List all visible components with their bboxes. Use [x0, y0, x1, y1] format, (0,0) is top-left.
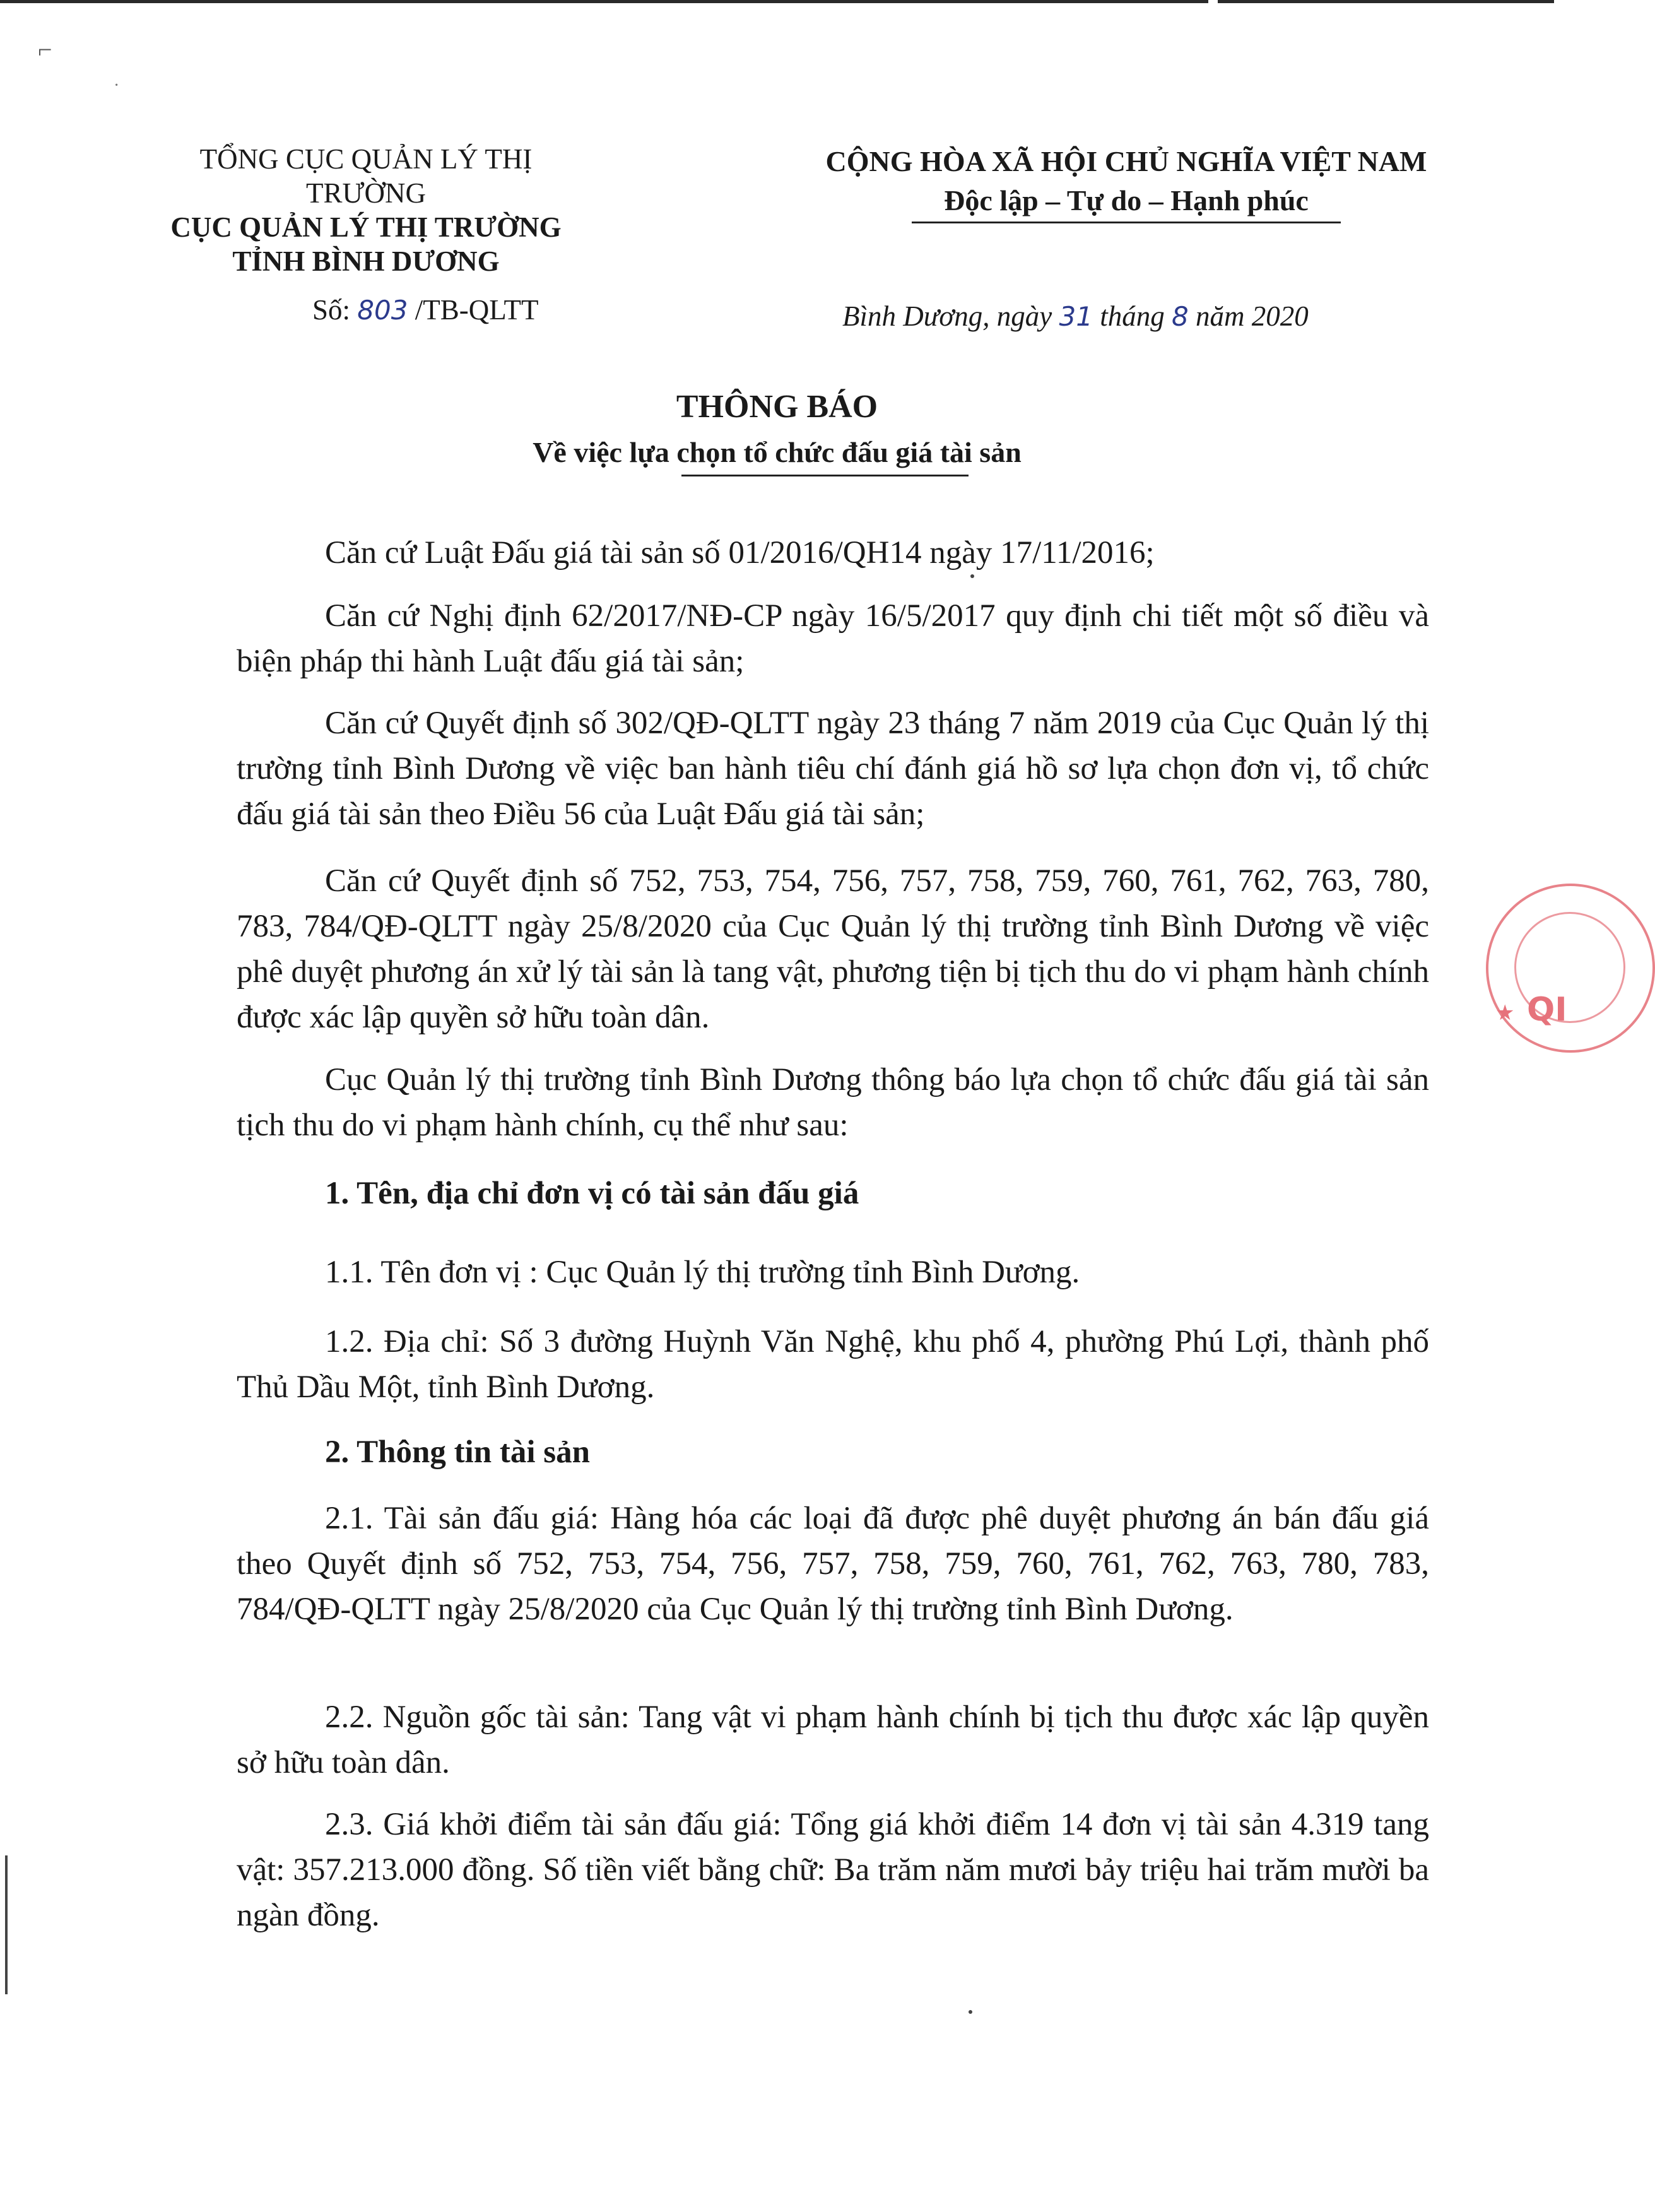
- agency-name-line2: TỈNH BÌNH DƯƠNG: [232, 245, 500, 277]
- date-month: 8: [1172, 301, 1189, 332]
- section-heading-1: 1. Tên, địa chỉ đơn vị có tài sản đấu giá: [325, 1176, 859, 1211]
- document-number: [312, 293, 539, 326]
- paragraph-asset-auction: 2.1. Tài sản đấu giá: Hàng hóa các loại đã được phê duyệt phương án bán đấu giá theo Quyết định số 752, 753, 754, 756, 757, 758, 759, 760, 761, 762, 763, 780, 783, 784/QĐ-QLTT ngày 25/8/2020 của Cục Quản lý thị trường tỉnh Bình Dương.: [237, 1501, 1429, 1627]
- scan-dot: [969, 2010, 972, 2014]
- issuing-agency-block: [170, 142, 562, 278]
- document-subtitle: Về việc lựa chọn tổ chức đấu giá tài sản: [533, 436, 1022, 468]
- paragraph-legal-basis-1: Căn cứ Luật Đấu giá tài sản số 01/2016/QH14 ngày 17/11/2016;: [325, 535, 1155, 571]
- motto-underline: [912, 222, 1341, 223]
- stamp-star-icon: ★: [1495, 1000, 1515, 1026]
- national-header-block: [757, 142, 1495, 223]
- paragraph-legal-basis-3: Căn cứ Quyết định số 302/QĐ-QLTT ngày 23 tháng 7 năm 2019 của Cục Quản lý thị trường tỉnh Bình Dương về việc ban hành tiêu chí đánh giá hồ sơ lựa chọn đơn vị, tổ chức đấu giá tài sản theo Điều 56 của Luật Đấu giá tài sản;: [237, 706, 1429, 832]
- scan-dot: [970, 574, 974, 578]
- date-part1: Bình Dương, ngày: [842, 300, 1059, 332]
- document-title: THÔNG BÁO: [676, 389, 878, 425]
- national-motto: Độc lập – Tự do – Hạnh phúc: [944, 184, 1309, 216]
- scan-edge-line: [5, 1855, 8, 1994]
- subtitle-underline: [681, 475, 969, 476]
- document-date: [842, 300, 1309, 333]
- date-part2: tháng: [1092, 300, 1172, 332]
- paragraph-asset-origin: 2.2. Nguồn gốc tài sản: Tang vật vi phạm hành chính bị tịch thu được xác lập quyền sở hữu toàn dân.: [237, 1700, 1429, 1780]
- scan-mark: ⌐: [38, 35, 52, 64]
- date-day: 31: [1059, 301, 1093, 332]
- section-heading-2: 2. Thông tin tài sản: [325, 1434, 590, 1470]
- doc-number-handwritten: 803: [357, 295, 408, 326]
- paragraph-legal-basis-2: Căn cứ Nghị định 62/2017/NĐ-CP ngày 16/5/2017 quy định chi tiết một số điều và biện pháp thi hành Luật đấu giá tài sản;: [237, 598, 1429, 679]
- agency-parent: TỔNG CỤC QUẢN LÝ THỊ TRƯỜNG: [199, 143, 533, 209]
- stamp-text: QI: [1527, 991, 1567, 1029]
- paragraph-unit-name: 1.1. Tên đơn vị : Cục Quản lý thị trường tỉnh Bình Dương.: [325, 1255, 1080, 1290]
- paragraph-starting-price: 2.3. Giá khởi điểm tài sản đấu giá: Tổng giá khởi điểm 14 đơn vị tài sản 4.319 tang vật: 357.213.000 đồng. Số tiền viết bằng chữ: Ba trăm năm mươi bảy triệu hai trăm mười ba ngàn đồng.: [237, 1807, 1429, 1933]
- date-part3: năm 2020: [1188, 300, 1309, 332]
- country-name: CỘNG HÒA XÃ HỘI CHỦ NGHĨA VIỆT NAM: [825, 145, 1427, 177]
- scan-border-top: [0, 0, 1208, 3]
- agency-name-line1: CỤC QUẢN LÝ THỊ TRƯỜNG: [170, 211, 562, 243]
- scan-mark-small: ·: [114, 76, 120, 95]
- paragraph-announcement: Cục Quản lý thị trường tỉnh Bình Dương thông báo lựa chọn tổ chức đấu giá tài sản tịch thu do vi phạm hành chính, cụ thể như sau:: [237, 1062, 1429, 1143]
- doc-number-prefix: Số:: [312, 294, 358, 326]
- paragraph-unit-address: 1.2. Địa chỉ: Số 3 đường Huỳnh Văn Nghệ, khu phố 4, phường Phú Lợi, thành phố Thủ Dầu Một, tỉnh Bình Dương.: [237, 1324, 1429, 1405]
- scan-border-top-right: [1218, 0, 1554, 3]
- paragraph-legal-basis-4: Căn cứ Quyết định số 752, 753, 754, 756, 757, 758, 759, 760, 761, 762, 763, 780, 783, 784/QĐ-QLTT ngày 25/8/2020 của Cục Quản lý thị trường tỉnh Bình Dương về việc phê duyệt phương án xử lý tài sản là tang vật, phương tiện bị tịch thu do vi phạm hành chính được xác lập quyền sở hữu toàn dân.: [237, 863, 1429, 1035]
- doc-number-suffix: /TB-QLTT: [408, 294, 539, 326]
